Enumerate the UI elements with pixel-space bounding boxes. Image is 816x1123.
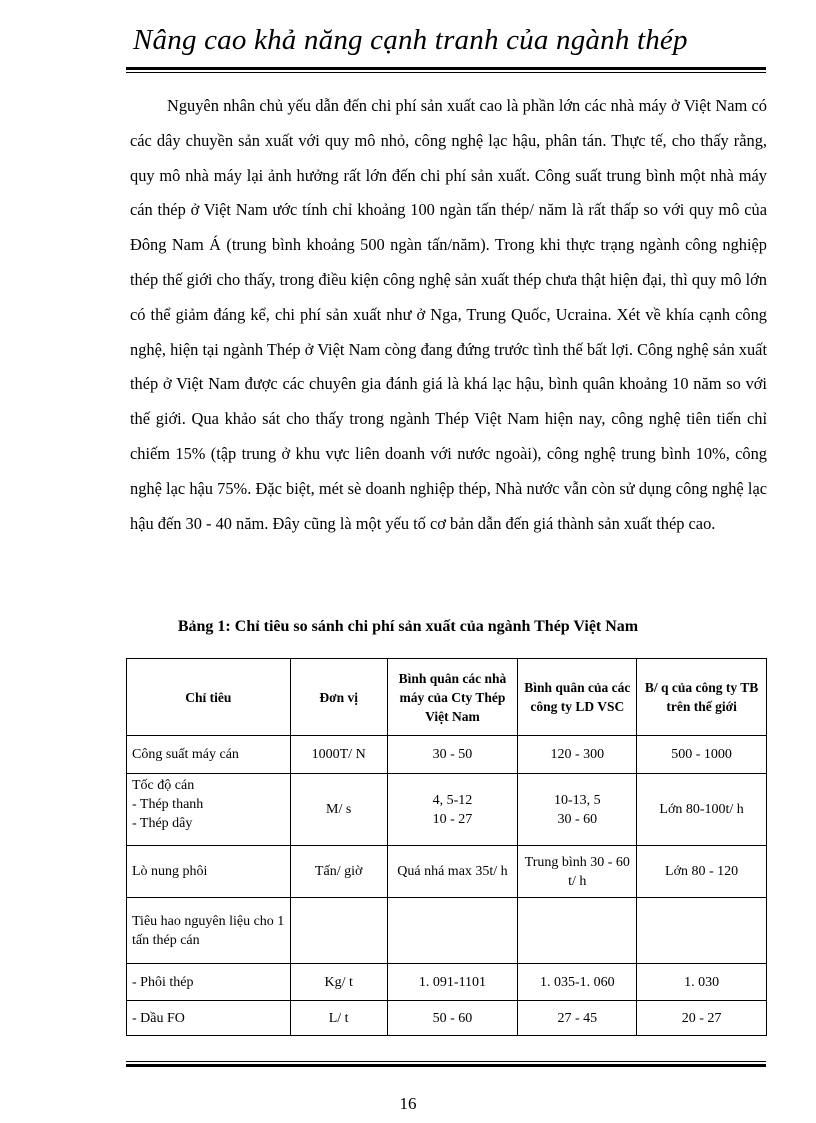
row-label-sub: - Thép thanh: [132, 797, 204, 812]
row-unit: L/ t: [290, 1001, 387, 1036]
row-world-value: 20 - 27: [637, 1001, 767, 1036]
header-world-avg: B/ q của công ty TB trên thế giới: [637, 659, 767, 736]
row-label-sub: - Thép dây: [132, 816, 193, 831]
row-jv-value: [518, 774, 637, 846]
row-vn-value: 50 - 60: [387, 1001, 518, 1036]
row-unit: Kg/ t: [290, 964, 387, 1001]
row-world-value: Lớn 80-100t/ h: [637, 774, 767, 846]
footer-rule-thick: [126, 1064, 766, 1067]
row-value-line: 10 - 27: [432, 811, 473, 827]
row-unit: 1000T/ N: [290, 736, 387, 774]
row-jv-value: [518, 898, 637, 964]
row-label-main: Tốc độ cán: [132, 778, 195, 793]
cost-comparison-table: [126, 658, 767, 1036]
row-value-line: 4, 5-12: [432, 792, 473, 808]
page-header-title: Nâng cao khả năng cạnh tranh của ngành thép: [133, 24, 688, 56]
row-vn-value: 1. 091-1101: [387, 964, 518, 1001]
row-jv-value: 27 - 45: [518, 1001, 637, 1036]
table-row: [127, 736, 767, 774]
row-value-line: 10-13, 5: [553, 792, 601, 808]
page-number: 16: [399, 1094, 417, 1113]
row-jv-value: 1. 035-1. 060: [518, 964, 637, 1001]
table-header-row: [127, 659, 767, 736]
header-rule-thick: [126, 67, 766, 70]
row-label: Công suất máy cán: [127, 736, 291, 774]
row-label: - Dầu FO: [127, 1001, 291, 1036]
table-row: [127, 774, 767, 846]
row-vn-value: [387, 898, 518, 964]
body-paragraph: Nguyên nhân chủ yếu dẫn đến chi phí sản xuất cao là phần lớn các nhà máy ở Việt Nam có các dây chuyền sản xuất với quy mô nhỏ, công nghệ lạc hậu, phân tán. Thực tế, cho thấy rằng, quy mô nhà máy lại ảnh hưởng rất lớn đến chi phí sản xuất. Công suất trung bình một nhà máy cán thép ở Việt Nam ước tính chỉ khoảng 100 ngàn tấn thép/ năm là rất thấp so với quy mô của Đông Nam Á (trung bình khoảng 500 ngàn tấn/năm). Trong khi thực trạng ngành công nghiệp thép thế giới cho thấy, trong điều kiện công nghệ sản xuất thép chưa thật hiện đại, thì quy mô lớn có thể giảm đáng kể, chi phí sản xuất như ở Nga, Trung Quốc, Ucraina. Xét về khía cạnh công nghệ, hiện tại ngành Thép ở Việt Nam còng đang đứng trước tình thế bất lợi. Công nghệ sản xuất thép ở Việt Nam được các chuyên gia đánh giá là khá lạc hậu, bình quân khoảng 10 năm so với thế giới. Qua khảo sát cho thấy trong ngành Thép Việt Nam hiện nay, công nghệ tiên tiến chỉ chiếm 15% (tập trung ở khu vực liên doanh với nước ngoài), công nghệ trung bình 10%, công nghệ lạc hậu 75%. Đặc biệt, mét sè doanh nghiệp thép, Nhà nước vẫn còn sử dụng công nghệ lạc hậu đến 30 - 40 năm. Đây cũng là một yếu tố cơ bản dẫn đến giá thành sản xuất thép cao.: [130, 96, 767, 533]
table-row: [127, 1001, 767, 1036]
table-caption: Bảng 1: Chỉ tiêu so sánh chi phí sản xuất của ngành Thép Việt Nam: [177, 618, 639, 635]
row-vn-value: Quá nhá max 35t/ h: [387, 846, 518, 898]
row-jv-value: Trung bình 30 - 60 t/ h: [518, 846, 637, 898]
row-label: Tiêu hao nguyên liệu cho 1 tấn thép cán: [127, 898, 291, 964]
header-rule-thin: [126, 72, 766, 73]
row-label: - Phôi thép: [127, 964, 291, 1001]
table-row: [127, 964, 767, 1001]
row-world-value: Lớn 80 - 120: [637, 846, 767, 898]
row-unit: [290, 898, 387, 964]
header-unit: Đơn vị: [290, 659, 387, 736]
header-vn-steel-avg: Bình quân các nhà máy của Cty Thép Việt Nam: [387, 659, 518, 736]
row-label: Lò nung phôi: [127, 846, 291, 898]
row-unit: Tấn/ giờ: [290, 846, 387, 898]
footer-rule-thin: [126, 1061, 766, 1062]
table-row: [127, 898, 767, 964]
row-world-value: 500 - 1000: [637, 736, 767, 774]
row-label: [127, 774, 291, 846]
row-world-value: 1. 030: [637, 964, 767, 1001]
table-row: [127, 846, 767, 898]
row-unit: M/ s: [290, 774, 387, 846]
row-value-line: 30 - 60: [557, 811, 598, 827]
row-jv-value: 120 - 300: [518, 736, 637, 774]
row-vn-value: 30 - 50: [387, 736, 518, 774]
header-jv-avg: Bình quân của các công ty LD VSC: [518, 659, 637, 736]
row-vn-value: [387, 774, 518, 846]
row-world-value: [637, 898, 767, 964]
header-criteria: Chỉ tiêu: [127, 659, 291, 736]
